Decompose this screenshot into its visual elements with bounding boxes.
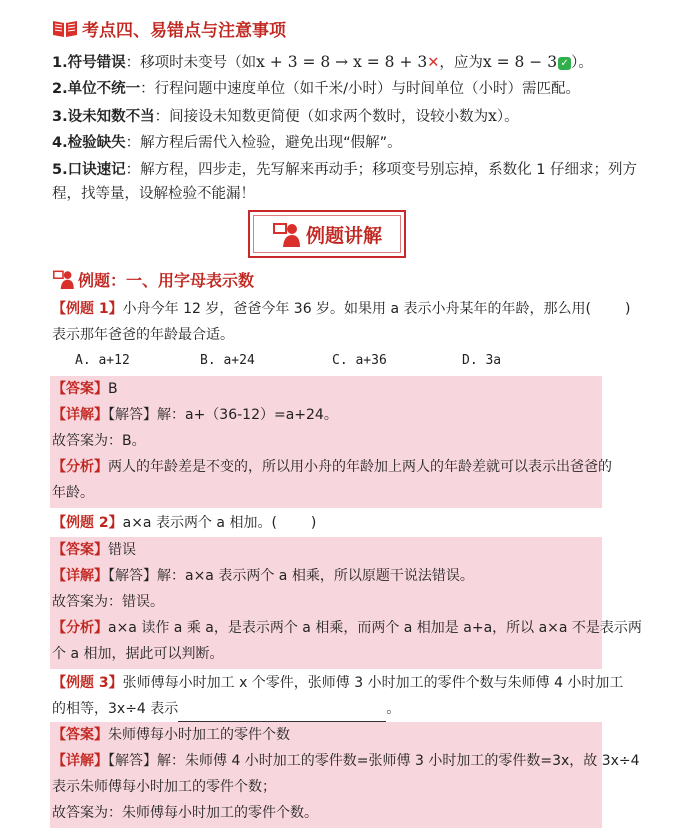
q2-tag: 【例题 2】 bbox=[52, 515, 123, 531]
point-1 bbox=[52, 50, 652, 75]
q3-text-end: 。 bbox=[386, 701, 401, 717]
point-1-formula-wrong: x + 3 = 8 → x = 8 + 3 bbox=[256, 53, 428, 71]
q2-answer-value: 错误 bbox=[108, 542, 136, 558]
point-1-text: ：移项时未变号（如 bbox=[125, 55, 257, 71]
example-banner bbox=[248, 210, 406, 258]
q1-detail-text: 解：a+（36-12）=a+24。 bbox=[157, 407, 338, 423]
point-2-label: 2.单位不统一 bbox=[52, 81, 141, 97]
point-5-label: 5.口诀速记 bbox=[52, 162, 126, 178]
point-3-text: ：间接设未知数更简便（如求两个数时，设较小数为 bbox=[154, 109, 489, 125]
q2-analysis bbox=[52, 615, 642, 641]
point-3-var: x bbox=[488, 107, 497, 125]
q1-text-1: 小舟今年 12 岁，爸爸今年 36 岁。如果用 a 表示小舟某年的年龄，那么用( bbox=[122, 301, 591, 317]
point-4-text: ：解方程后需代入检验，避免出现“假解”。 bbox=[125, 135, 402, 151]
point-3-label: 3.设未知数不当 bbox=[52, 109, 155, 125]
q2-solve-tag: 【解答】 bbox=[108, 568, 157, 584]
q1-analysis bbox=[52, 454, 612, 480]
q2-conclusion: 故答案为：错误。 bbox=[52, 594, 164, 610]
point-1-formula-right: x = 8 − 3 bbox=[482, 53, 558, 71]
q3-detail-text-1: 解：朱师傅 4 小时加工的零件数=张师傅 3 小时加工的零件数=3x，故 3x÷4 bbox=[157, 753, 640, 769]
q1-option-d: D. 3a bbox=[462, 353, 502, 368]
book-icon bbox=[52, 18, 78, 38]
teacher-icon bbox=[272, 221, 300, 247]
q3-conclusion: 故答案为：朱师傅每小时加工的零件个数。 bbox=[52, 805, 318, 821]
q3-answer bbox=[52, 722, 290, 748]
q3-tag: 【例题 3】 bbox=[52, 675, 123, 691]
q1-analysis-tag: 【分析】 bbox=[52, 459, 108, 475]
point-1-mid: ，应为 bbox=[439, 55, 483, 71]
section-title bbox=[52, 14, 286, 42]
q1-solve-tag: 【解答】 bbox=[108, 407, 157, 423]
q3-line-1 bbox=[52, 670, 623, 696]
q1-conclusion: 故答案为：B。 bbox=[52, 433, 146, 449]
q1-line-2 bbox=[52, 322, 234, 348]
q1-analysis-text-1: 两人的年龄差是不变的，所以用小舟的年龄加上两人的年龄差就可以表示出爸爸的 bbox=[108, 459, 612, 475]
q1-option-c: C. a+36 bbox=[332, 353, 387, 368]
point-2 bbox=[52, 77, 652, 101]
point-4-label: 4.检验缺失 bbox=[52, 135, 126, 151]
point-3-end: ）。 bbox=[496, 109, 519, 125]
example-heading bbox=[52, 266, 254, 292]
q2-text: a×a 表示两个 a 相加。( bbox=[122, 515, 277, 531]
q1-option-b: B. a+24 bbox=[200, 353, 255, 368]
q1-detail-tag: 【详解】 bbox=[52, 407, 108, 423]
q3-detail-2: 表示朱师傅每小时加工的零件个数； bbox=[52, 779, 276, 795]
q1-analysis-2: 年龄。 bbox=[52, 485, 94, 501]
point-1-end: ）。 bbox=[571, 55, 593, 71]
point-4 bbox=[52, 131, 652, 155]
q2-detail-text: 解：a×a 表示两个 a 相乘，所以原题干说法错误。 bbox=[157, 568, 474, 584]
q2-detail bbox=[52, 563, 474, 589]
q3-solve-tag: 【解答】 bbox=[108, 753, 157, 769]
q2-paren-end: ) bbox=[310, 515, 317, 531]
q1-option-a: A. a+12 bbox=[75, 353, 130, 368]
q1-text-2: 表示那年爸爸的年龄最合适。 bbox=[52, 327, 234, 343]
section-title-text: 考点四、易错点与注意事项 bbox=[82, 20, 286, 41]
q3-detail bbox=[52, 748, 640, 774]
q1-answer-value: B bbox=[108, 381, 118, 397]
point-5 bbox=[52, 158, 652, 206]
q1-answer-tag: 【答案】 bbox=[52, 381, 108, 397]
q2-answer-tag: 【答案】 bbox=[52, 542, 108, 558]
cross-icon: ✕ bbox=[427, 55, 440, 71]
q3-text-2: 的相等，3x÷4 表示 bbox=[52, 701, 179, 717]
q2-line bbox=[52, 510, 316, 536]
q2-answer bbox=[52, 537, 136, 563]
q2-detail-tag: 【详解】 bbox=[52, 568, 108, 584]
banner-label: 例题讲解 bbox=[305, 224, 382, 247]
q2-analysis-2: 个 a 相加，据此可以判断。 bbox=[52, 646, 224, 662]
q3-answer-tag: 【答案】 bbox=[52, 727, 108, 743]
q1-line-1 bbox=[52, 296, 630, 322]
checkmark-icon: ✓ bbox=[558, 57, 571, 70]
point-5-text: ：解方程，四步走，先写解来再动手；移项变号别忘掉，系数化 1 仔细求；列方 bbox=[125, 162, 638, 178]
q3-line-2 bbox=[52, 696, 400, 722]
point-5-text-2: 程，找等量，设解检验不能漏！ bbox=[52, 186, 255, 202]
q3-answer-value: 朱师傅每小时加工的零件个数 bbox=[108, 727, 290, 743]
point-1-label: 1.符号错误 bbox=[52, 55, 126, 71]
q2-analysis-tag: 【分析】 bbox=[52, 620, 108, 636]
q2-analysis-text-1: a×a 读作 a 乘 a，是表示两个 a 相乘，而两个 a 相加是 a+a，所以 a×a 不是表示两 bbox=[108, 620, 642, 636]
teacher-icon bbox=[52, 269, 74, 289]
q1-detail bbox=[52, 402, 338, 428]
q1-paren-end: ) bbox=[625, 301, 631, 317]
q1-tag: 【例题 1】 bbox=[52, 301, 123, 317]
q3-answer-blank[interactable] bbox=[178, 707, 386, 722]
point-2-text: ：行程问题中速度单位（如千米/小时）与时间单位（小时）需匹配。 bbox=[140, 81, 580, 97]
q3-detail-tag: 【详解】 bbox=[52, 753, 108, 769]
q1-answer bbox=[52, 376, 118, 402]
q3-text-1: 张师傅每小时加工 x 个零件，张师傅 3 小时加工的零件个数与朱师傅 4 小时加工 bbox=[122, 675, 624, 691]
example-heading-text: 例题：一、用字母表示数 bbox=[78, 270, 255, 290]
point-3 bbox=[52, 104, 652, 129]
